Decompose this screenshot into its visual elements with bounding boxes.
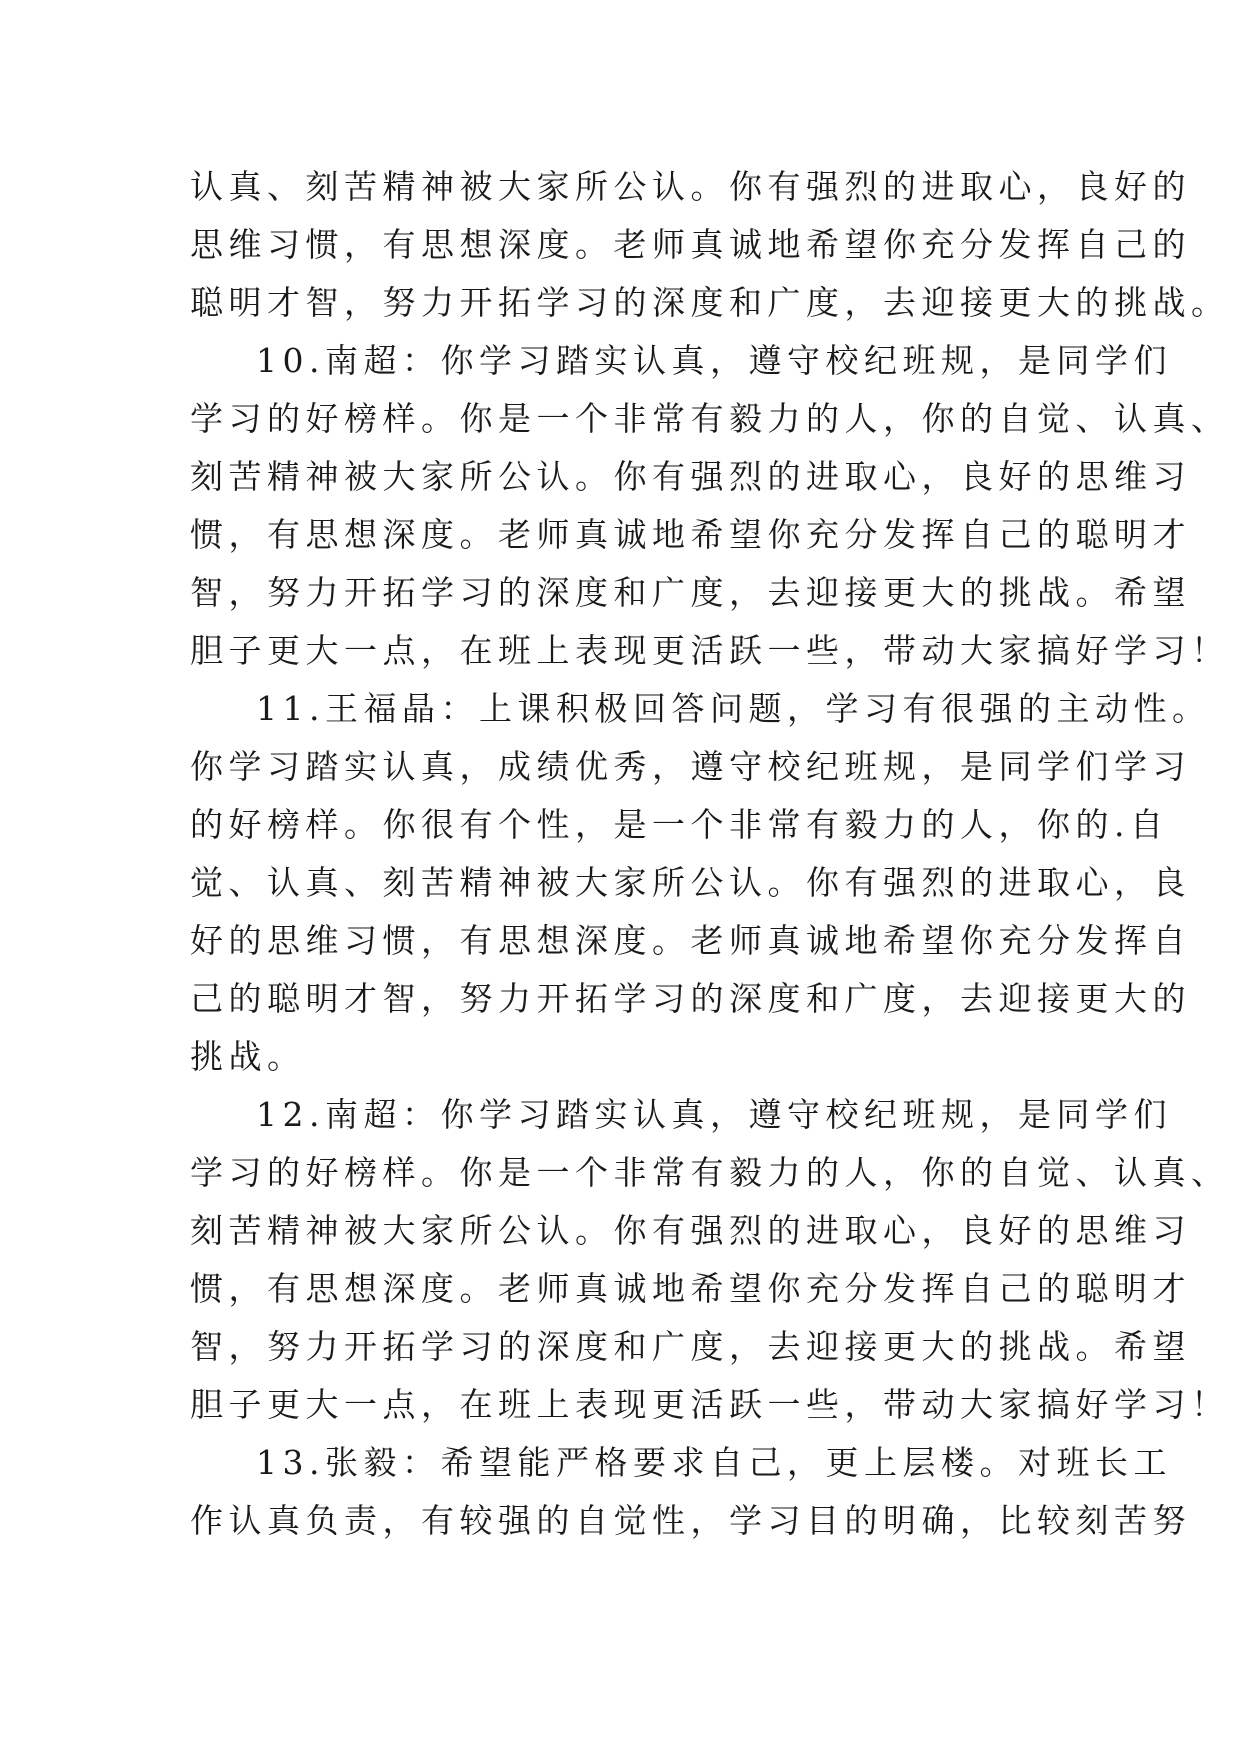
text-line: 好的思维习惯，有思想深度。老师真诚地希望你充分发挥自 [190,921,1191,960]
text-line: 惯，有思想深度。老师真诚地希望你充分发挥自己的聪明才 [190,1269,1191,1308]
text-line: 胆子更大一点，在班上表现更活跃一些，带动大家搞好学习！ [190,631,1230,670]
text-line: 作认真负责，有较强的自觉性，学习目的明确，比较刻苦努 [190,1501,1191,1540]
text-line: 的好榜样。你很有个性，是一个非常有毅力的人，你的.自 [190,805,1169,844]
paragraph-first-line: 11.王福晶：上课积极回答问题，学习有很强的主动性。 [256,689,1211,728]
paragraph-first-line: 10.南超：你学习踏实认真，遵守校纪班规，是同学们 [256,341,1172,380]
text-line: 学习的好榜样。你是一个非常有毅力的人，你的自觉、认真、 [190,399,1230,438]
text-line: 思维习惯，有思想深度。老师真诚地希望你充分发挥自己的 [190,225,1191,264]
text-line: 己的聪明才智，努力开拓学习的深度和广度，去迎接更大的 [190,979,1191,1018]
paragraph-first-line: 13.张毅：希望能严格要求自己，更上层楼。对班长工 [256,1443,1172,1482]
text-line: 智，努力开拓学习的深度和广度，去迎接更大的挑战。希望 [190,573,1191,612]
paragraph-first-line: 12.南超：你学习踏实认真，遵守校纪班规，是同学们 [256,1095,1172,1134]
text-line: 智，努力开拓学习的深度和广度，去迎接更大的挑战。希望 [190,1327,1191,1366]
text-line: 你学习踏实认真，成绩优秀，遵守校纪班规，是同学们学习 [190,747,1191,786]
text-line: 觉、认真、刻苦精神被大家所公认。你有强烈的进取心，良 [190,863,1191,902]
text-line: 学习的好榜样。你是一个非常有毅力的人，你的自觉、认真、 [190,1153,1230,1192]
text-line: 认真、刻苦精神被大家所公认。你有强烈的进取心，良好的 [190,167,1191,206]
text-line: 惯，有思想深度。老师真诚地希望你充分发挥自己的聪明才 [190,515,1191,554]
text-line: 刻苦精神被大家所公认。你有强烈的进取心，良好的思维习 [190,1211,1191,1250]
body-text [190,158,1230,1550]
text-line: 刻苦精神被大家所公认。你有强烈的进取心，良好的思维习 [190,457,1191,496]
text-line: 胆子更大一点，在班上表现更活跃一些，带动大家搞好学习！ [190,1385,1230,1424]
text-line: 挑战。 [190,1037,306,1076]
text-line: 聪明才智，努力开拓学习的深度和广度，去迎接更大的挑战。 [190,283,1230,322]
